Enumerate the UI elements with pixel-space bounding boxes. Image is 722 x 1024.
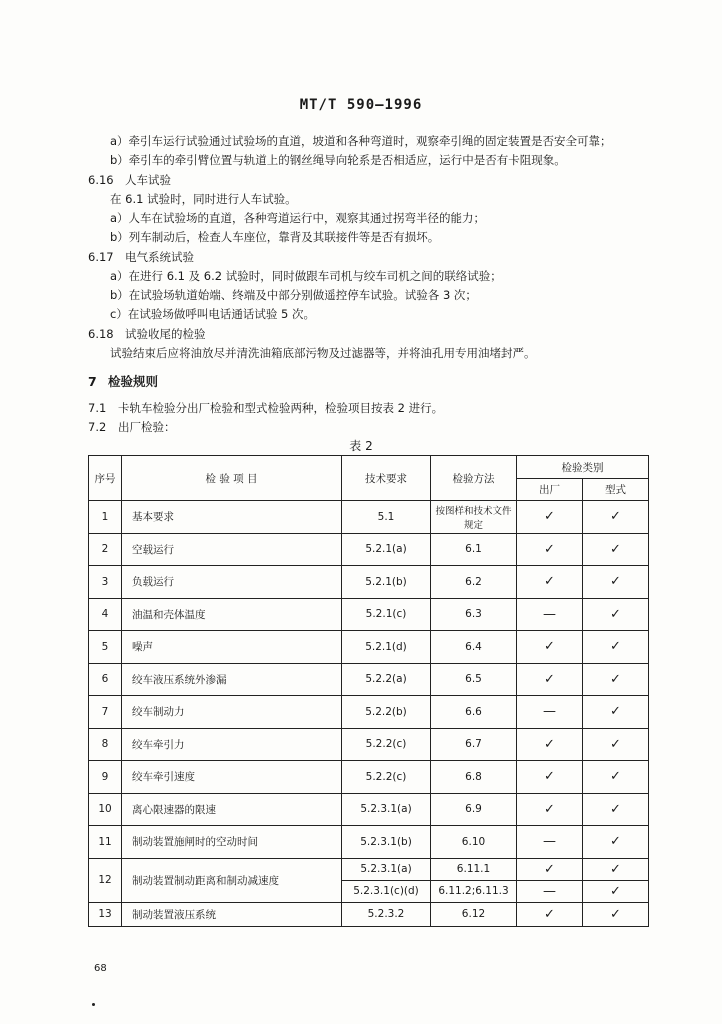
cell-item: 绞车制动力 [122, 696, 342, 729]
cell-item: 负载运行 [122, 566, 342, 599]
cell-no: 13 [89, 902, 122, 926]
cell-method: 6.5 [431, 663, 517, 696]
chapter-title: 检验规则 [108, 374, 159, 389]
paragraph-line: a）牵引车运行试验通过试验场的直道，坡道和各种弯道时，观察牵引绳的固定装置是否安全可靠； [110, 134, 612, 148]
cell-requirement: 5.2.1(a) [342, 533, 431, 566]
table-row [89, 826, 649, 859]
header-requirement: 技术要求 [342, 456, 431, 501]
cell-requirement: 5.2.3.1(c)(d) [342, 880, 431, 902]
cell-type: ✓ [583, 533, 649, 566]
cell-item: 绞车牵引力 [122, 728, 342, 761]
cell-no: 1 [89, 501, 122, 534]
table-row [89, 663, 649, 696]
section-title: 试验收尾的检验 [125, 327, 206, 341]
section-title: 人车试验 [125, 173, 171, 187]
cell-requirement: 5.2.3.1(b) [342, 826, 431, 859]
standard-header: MT/T 590—1996 [299, 97, 423, 113]
cell-item: 离心限速器的限速 [122, 793, 342, 826]
cell-item: 油温和壳体温度 [122, 598, 342, 631]
cell-type: ✓ [583, 761, 649, 794]
cell-type: ✓ [583, 728, 649, 761]
cell-item: 制动装置施闸时的空动时间 [122, 826, 342, 859]
cell-type: ✓ [583, 663, 649, 696]
cell-no: 5 [89, 631, 122, 664]
cell-type: ✓ [583, 880, 649, 902]
cell-no: 10 [89, 793, 122, 826]
chapter-7-heading [88, 374, 158, 390]
cell-requirement: 5.2.3.2 [342, 902, 431, 926]
cell-method: 6.6 [431, 696, 517, 729]
cell-factory: ✓ [517, 533, 583, 566]
cell-method: 6.7 [431, 728, 517, 761]
cell-requirement: 5.2.2(a) [342, 663, 431, 696]
paragraph-line: b）列车制动后，检查人车座位，靠背及其联接件等是否有损坏。 [110, 230, 440, 244]
cell-type: ✓ [583, 501, 649, 534]
section-number: 7.2 [88, 420, 107, 434]
table-row [89, 631, 649, 664]
cell-method: 6.3 [431, 598, 517, 631]
table-row [89, 761, 649, 794]
table-row [89, 902, 649, 926]
paragraph-line: c）在试验场做呼叫电话通话试验 5 次。 [110, 307, 315, 321]
cell-no: 9 [89, 761, 122, 794]
cell-no: 11 [89, 826, 122, 859]
section-title: 电气系统试验 [125, 250, 194, 264]
cell-method: 6.2 [431, 566, 517, 599]
table-caption: 表 2 [349, 439, 373, 453]
cell-no: 6 [89, 663, 122, 696]
cell-type: ✓ [583, 696, 649, 729]
table-row [89, 598, 649, 631]
cell-item: 绞车牵引速度 [122, 761, 342, 794]
section-6-18-heading [88, 326, 206, 342]
table-row [89, 858, 649, 880]
cell-requirement: 5.2.2(b) [342, 696, 431, 729]
section-number: 6.17 [88, 250, 114, 264]
cell-factory: ✓ [517, 501, 583, 534]
cell-factory: ✓ [517, 761, 583, 794]
section-7-1 [88, 400, 443, 416]
table-row [89, 793, 649, 826]
section-number: 6.18 [88, 327, 114, 341]
header-type: 型式 [583, 479, 649, 501]
cell-factory: ✓ [517, 728, 583, 761]
section-number: 7.1 [88, 401, 107, 415]
inspection-table [88, 455, 649, 927]
cell-requirement: 5.2.3.1(a) [342, 793, 431, 826]
cell-factory: ✓ [517, 858, 583, 880]
cell-item: 制动装置液压系统 [122, 902, 342, 926]
cell-no: 7 [89, 696, 122, 729]
header-category: 检验类别 [517, 456, 649, 479]
cell-method: 6.9 [431, 793, 517, 826]
header-factory: 出厂 [517, 479, 583, 501]
cell-type: ✓ [583, 826, 649, 859]
scan-speck [92, 1003, 95, 1006]
cell-no: 3 [89, 566, 122, 599]
cell-item: 制动装置制动距离和制动减速度 [122, 858, 342, 902]
section-text: 出厂检验： [118, 420, 176, 434]
cell-requirement: 5.2.1(d) [342, 631, 431, 664]
cell-type: ✓ [583, 598, 649, 631]
cell-no: 4 [89, 598, 122, 631]
cell-method: 6.11.1 [431, 858, 517, 880]
cell-factory: — [517, 696, 583, 729]
cell-item: 基本要求 [122, 501, 342, 534]
table-row [89, 728, 649, 761]
section-number: 6.16 [88, 173, 114, 187]
cell-requirement: 5.2.3.1(a) [342, 858, 431, 880]
paragraph-line: a）在进行 6.1 及 6.2 试验时，同时做跟车司机与绞车司机之间的联络试验； [110, 269, 502, 283]
cell-factory: — [517, 826, 583, 859]
table-row [89, 696, 649, 729]
cell-no: 8 [89, 728, 122, 761]
cell-type: ✓ [583, 858, 649, 880]
paragraph-line: a）人车在试验场的直道，各种弯道运行中，观察其通过拐弯半径的能力； [110, 211, 486, 225]
cell-type: ✓ [583, 793, 649, 826]
cell-method: 6.12 [431, 902, 517, 926]
table-row [89, 566, 649, 599]
paragraph-line: b）在试验场轨道始端、终端及中部分别做遥控停车试验。试验各 3 次； [110, 288, 477, 302]
cell-method: 按图样和技术文件规定 [431, 501, 517, 534]
cell-item: 噪声 [122, 631, 342, 664]
cell-no: 2 [89, 533, 122, 566]
header-no: 序号 [89, 456, 122, 501]
cell-factory: ✓ [517, 566, 583, 599]
cell-method: 6.11.2;6.11.3 [431, 880, 517, 902]
cell-type: ✓ [583, 566, 649, 599]
header-item: 检 验 项 目 [122, 456, 342, 501]
chapter-number: 7 [88, 374, 97, 389]
cell-item: 空载运行 [122, 533, 342, 566]
cell-method: 6.4 [431, 631, 517, 664]
section-6-16-heading [88, 172, 171, 188]
cell-requirement: 5.2.2(c) [342, 728, 431, 761]
cell-factory: ✓ [517, 631, 583, 664]
cell-method: 6.1 [431, 533, 517, 566]
cell-factory: — [517, 598, 583, 631]
cell-type: ✓ [583, 631, 649, 664]
cell-method: 6.10 [431, 826, 517, 859]
cell-requirement: 5.1 [342, 501, 431, 534]
header-method: 检验方法 [431, 456, 517, 501]
paragraph-line: 在 6.1 试验时，同时进行人车试验。 [110, 192, 297, 206]
cell-requirement: 5.2.2(c) [342, 761, 431, 794]
cell-method: 6.8 [431, 761, 517, 794]
cell-factory: ✓ [517, 902, 583, 926]
section-text: 卡轨车检验分出厂检验和型式检验两种，检验项目按表 2 进行。 [118, 401, 444, 415]
table-row [89, 533, 649, 566]
paragraph-line: 试验结束后应将油放尽并清洗油箱底部污物及过滤器等，并将油孔用专用油堵封严。 [110, 346, 536, 360]
section-7-2 [88, 419, 176, 435]
cell-requirement: 5.2.1(b) [342, 566, 431, 599]
page-number: 68 [94, 963, 107, 974]
cell-requirement: 5.2.1(c) [342, 598, 431, 631]
table-row [89, 501, 649, 534]
cell-factory: ✓ [517, 663, 583, 696]
cell-type: ✓ [583, 902, 649, 926]
cell-no: 12 [89, 858, 122, 902]
cell-factory: ✓ [517, 793, 583, 826]
paragraph-line: b）牵引车的牵引臂位置与轨道上的钢丝绳导向轮系是否相适应，运行中是否有卡阻现象。 [110, 153, 566, 167]
section-6-17-heading [88, 249, 194, 265]
cell-item: 绞车液压系统外渗漏 [122, 663, 342, 696]
cell-factory: — [517, 880, 583, 902]
